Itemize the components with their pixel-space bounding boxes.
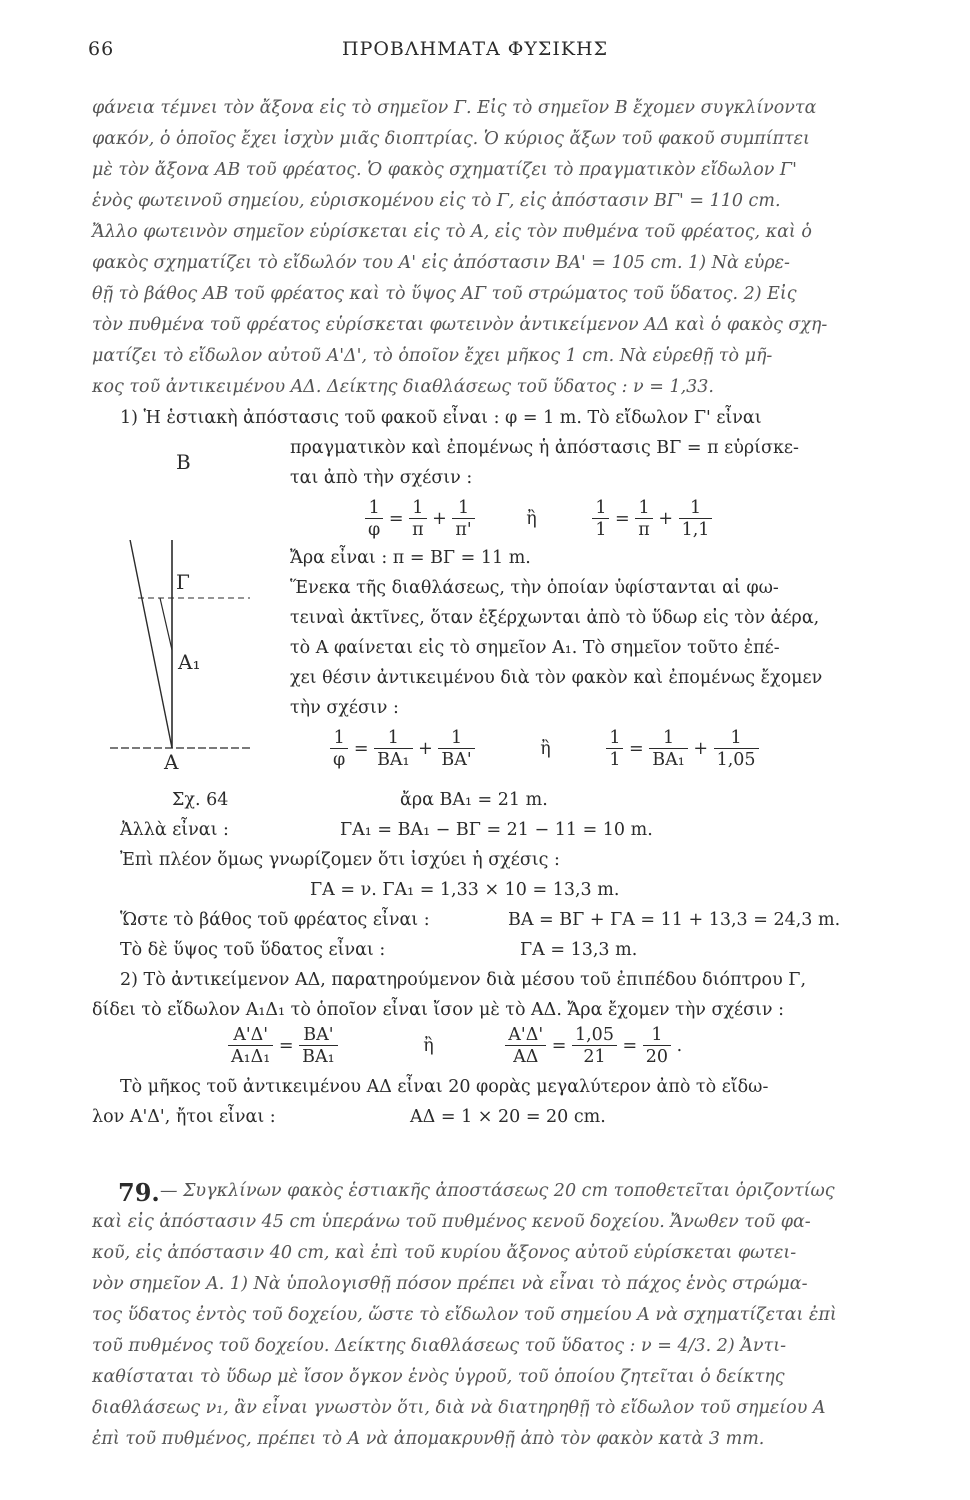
problem-line: νὸν σημεῖον Α. 1) Νὰ ὑπολογισθῇ πόσον πρέπει νὰ εἶναι τὸ πάχος ἑνὸς στρώμα- [92, 1274, 808, 1294]
problem-line: φακὸς σχηματίζει τὸ εἴδωλόν του Α' εἰς ἀπόστασιν ΒΑ' = 105 cm. 1) Νὰ εὑρε- [92, 253, 790, 273]
fig-label-b: B [176, 450, 191, 474]
problem-line: φακόν, ὁ ὁποῖος ἔχει ἰσχὺν μιᾶς διοπτρίας. Ὁ κύριος ἄξων τοῦ φακοῦ συμπίπτει [92, 129, 810, 149]
figure-caption: Σχ. 64 [172, 790, 229, 810]
solution-text: τὴν σχέσιν : [290, 698, 399, 718]
problem-line: τὸν πυθμένα τοῦ φρέατος εὑρίσκεται φωτεινὸν ἀντικείμενον ΑΔ καὶ ὁ φακὸς σχη- [92, 315, 828, 335]
problem-line: ματίζει τὸ εἴδωλον αὐτοῦ Α'Δ', τὸ ὁποῖον ἔχει μῆκος 1 cm. Νὰ εὑρεθῇ τὸ μῆ- [92, 346, 773, 366]
solution-text: 2) Τὸ ἀντικείμενον ΑΔ, παρατηρούμενον διὰ μέσου τοῦ ἐπιπέδου διόπτρου Γ, [120, 970, 807, 990]
solution-text: Τὸ μῆκος τοῦ ἀντικειμένου ΑΔ εἶναι 20 φορὰς μεγαλύτερον ἀπὸ τὸ εἴδω- [120, 1077, 769, 1097]
problem-line: κοῦ, εἰς ἀπόστασιν 40 cm, καὶ ἐπὶ τοῦ κυρίου ἄξονος αὐτοῦ εὑρίσκεται φωτει- [92, 1243, 797, 1263]
lens-equation-1: $\frac{1}{\varphi}$ = $\frac{1}{\pi}$ + $\frac{1}{\pi'}$ ἢ $\frac{1}{1}$ = $\frac{1}{\pi}$ + $\frac{1}{1,1}$ [365, 498, 712, 541]
light-ray [118, 540, 172, 748]
problem-line: — Συγκλίνων φακὸς ἑστιακῆς ἀποστάσεως 20 cm τοποθετεῖται ὁριζοντίως [160, 1181, 835, 1201]
solution-text: Ἕνεκα τῆς διαθλάσεως, τὴν ὁποίαν ὑφίστανται αἱ φω- [290, 578, 779, 598]
solution-text: πραγματικὸν καὶ ἐπομένως ἡ ἀπόστασις ΒΓ = π εὑρίσκε- [290, 438, 799, 458]
solution-text: Ἀλλὰ εἶναι : [120, 820, 229, 840]
solution-text: δίδει τὸ εἴδωλον Α₁Δ₁ τὸ ὁποῖον εἶναι ἴσον μὲ τὸ ΑΔ. Ἄρα ἔχομεν τὴν σχέσιν : [92, 1000, 785, 1020]
solution-equation: ΓΑ₁ = ΒΑ₁ − ΒΓ = 21 − 11 = 10 m. [340, 820, 653, 840]
problem-line: ἑνὸς φωτεινοῦ σημείου, εὑρισκομένου εἰς τὸ Γ, εἰς ἀπόστασιν ΒΓ' = 110 cm. [92, 191, 781, 211]
fig-label-g: Γ [176, 570, 190, 594]
solution-equation: ΒΑ = ΒΓ + ΓΑ = 11 + 13,3 = 24,3 m. [508, 910, 841, 930]
solution-text: Ἐπὶ πλέον ὅμως γνωρίζομεν ὅτι ἰσχύει ἡ σχέσις : [120, 850, 560, 870]
lens-equation-2: $\frac{1}{\varphi}$ = $\frac{1}{\text{ΒΑ₁}}$ + $\frac{1}{BA'}$ ἢ $\frac{1}{1}$ = $\frac{1}{\text{ΒΑ₁}}$ + $\frac{1}{1,05}$ [330, 728, 759, 771]
problem-number: 79. [118, 1178, 160, 1207]
solution-equation: ΑΔ = 1 × 20 = 20 cm. [410, 1107, 606, 1127]
solution-text: Ὥστε τὸ βάθος τοῦ φρέατος εἶναι : [120, 910, 430, 930]
problem-line: διαθλάσεως ν₁, ἂν εἶναι γνωστὸν ὅτι, διὰ νὰ διατηρηθῇ τὸ εἴδωλον τοῦ σημείου Α [92, 1398, 826, 1418]
solution-text: Τὸ δὲ ὕψος τοῦ ὕδατος εἶναι : [120, 940, 386, 960]
solution-text: τὸ Α φαίνεται εἰς τὸ σημεῖον Α₁. Τὸ σημεῖον τοῦτο ἐπέ- [290, 638, 780, 658]
fig-label-a: A [164, 750, 179, 774]
solution-text: χει θέσιν ἀντικειμένου διὰ τὸν φακὸν καὶ ἐπομένως ἔχομεν [290, 668, 823, 688]
solution-text: ἄρα ΒΑ₁ = 21 m. [400, 790, 548, 810]
problem-line: καὶ εἰς ἀπόστασιν 45 cm ὑπεράνω τοῦ πυθμένος κενοῦ δοχείου. Ἄνωθεν τοῦ φα- [92, 1212, 811, 1232]
problem-line: Ἄλλο φωτεινὸν σημεῖον εὑρίσκεται εἰς τὸ Α, εἰς τὸν πυθμένα τοῦ φρέατος, καὶ ὁ [92, 222, 812, 242]
solution-equation: ΓΑ = ν. ΓΑ₁ = 1,33 × 10 = 13,3 m. [310, 880, 620, 900]
running-title: ΠΡΟΒΛΗΜΑΤΑ ΦΥΣΙΚΗΣ [342, 38, 609, 60]
fig-label-a1: A₁ [178, 650, 201, 674]
solution-text: τειναὶ ἀκτῖνες, ὅταν ἐξέρχωνται ἀπὸ τὸ ὕδωρ εἰς τὸν ἀέρα, [290, 608, 820, 628]
solution-text: ται ἀπὸ τὴν σχέσιν : [290, 468, 473, 488]
solution-equation: ΓΑ = 13,3 m. [520, 940, 638, 960]
solution-text: 1) Ἡ ἑστιακὴ ἀπόστασις τοῦ φακοῦ εἶναι : φ = 1 m. Τὸ εἴδωλον Γ' εἶναι [120, 408, 762, 428]
page-number: 66 [88, 38, 115, 60]
solution-text: Ἄρα εἶναι : π = ΒΓ = 11 m. [290, 548, 531, 568]
problem-line: τοῦ πυθμένος τοῦ δοχείου. Δείκτης διαθλάσεως τοῦ ὕδατος : ν = 4/3. 2) Ἀντι- [92, 1336, 786, 1356]
problem-line: τος ὕδατος ἐντὸς τοῦ δοχείου, ὥστε τὸ εἴδωλον τοῦ σημείου Α νὰ σχηματίζεται ἐπὶ [92, 1305, 837, 1325]
problem-line: ἐπὶ τοῦ πυθμένος, πρέπει τὸ Α νὰ ἀπομακρυνθῇ ἀπὸ τὸν φακὸν κατὰ 3 mm. [92, 1429, 765, 1449]
problem-line: μὲ τὸν ἄξονα ΑΒ τοῦ φρέατος. Ὁ φακὸς σχηματίζει τὸ πραγματικὸν εἴδωλον Γ' [92, 160, 797, 180]
ratio-equation: $\frac{A'\Delta'}{\text{Α₁Δ₁}}$ = $\frac{BA'}{\text{ΒΑ₁}}$ ἢ $\frac{A'\Delta'}{A\Delta}$ = $\frac{1,05}{21}$ = $\frac{1}{20}$ . [228, 1025, 682, 1068]
problem-line: καθίσταται τὸ ὕδωρ μὲ ἴσον ὄγκον ἑνὸς ὑγροῦ, τοῦ ὁποίου ζητεῖται ὁ δείκτης [92, 1367, 785, 1387]
problem-line: θῇ τὸ βάθος ΑΒ τοῦ φρέατος καὶ τὸ ὕψος ΑΓ τοῦ στρώματος τοῦ ὕδατος. 2) Εἰς [92, 284, 797, 304]
problem-line: κος τοῦ ἀντικειμένου ΑΔ. Δείκτης διαθλάσεως τοῦ ὕδατος : ν = 1,33. [92, 377, 714, 397]
problem-line: φάνεια τέμνει τὸν ἄξονα εἰς τὸ σημεῖον Γ. Εἰς τὸ σημεῖον Β ἔχομεν συγκλίνοντα [92, 98, 817, 118]
solution-text: λον Α'Δ', ἤτοι εἶναι : [92, 1107, 276, 1127]
refracted-ray [160, 598, 172, 650]
